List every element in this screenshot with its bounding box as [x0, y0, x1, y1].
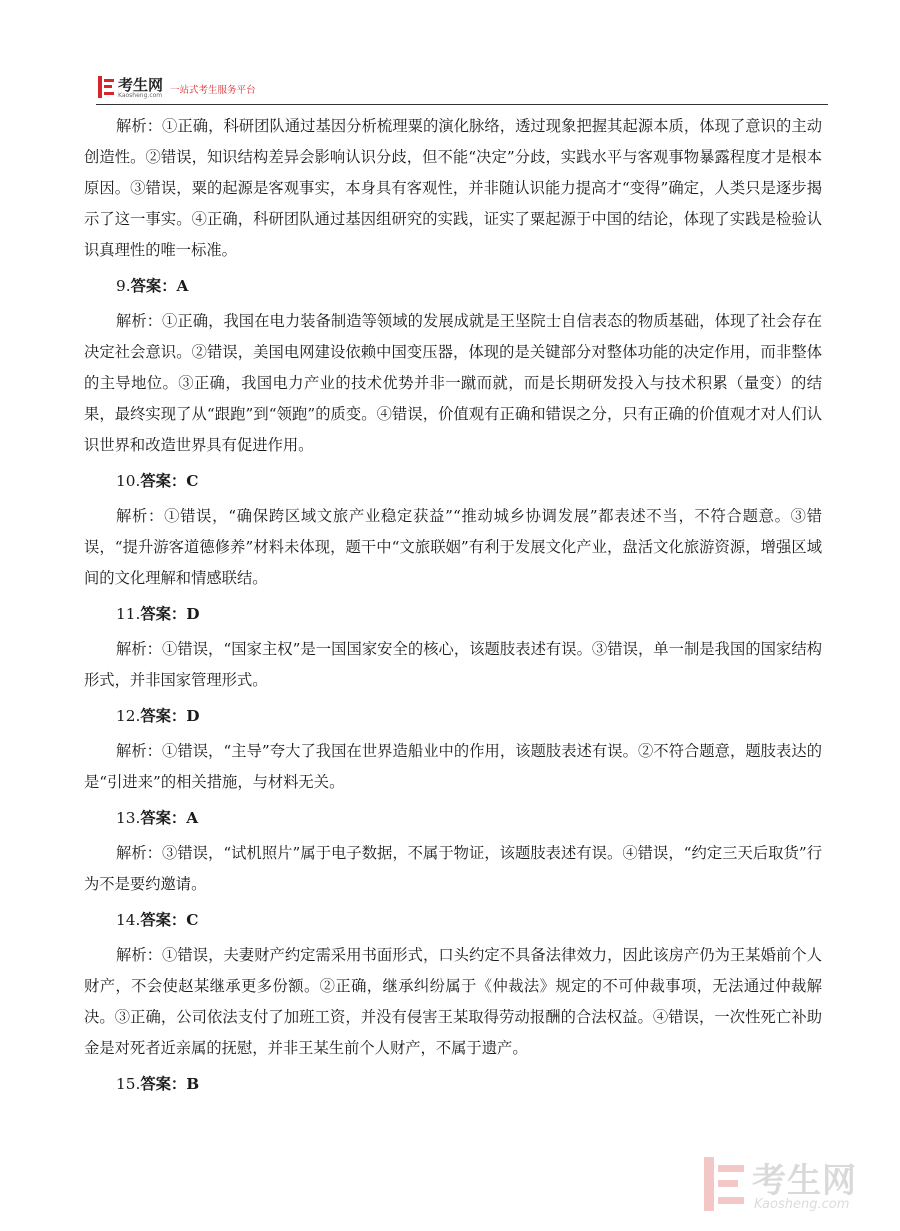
logo-name: 考生网 — [118, 76, 164, 94]
answer-label: 答案： — [140, 707, 187, 725]
answer-value: B — [186, 1075, 200, 1093]
answer-line — [84, 271, 822, 302]
answer-value: C — [186, 911, 199, 929]
explanation-paragraph: 解析：③错误，“试机照片”属于电子数据，不属于物证，该题肢表述有误。④错误，“约定三天后取货”行为不是要约邀请。 — [84, 844, 822, 893]
answer-line — [84, 466, 822, 497]
answer-label: 答案： — [140, 472, 187, 490]
answer-label: 答案： — [140, 1075, 187, 1093]
header-divider — [96, 104, 828, 105]
question-number: 13. — [116, 809, 141, 827]
question-number: 9. — [116, 277, 131, 295]
logo-domain: Kaosheng.com — [118, 92, 163, 99]
kaosheng-logo-icon — [96, 76, 116, 98]
answer-label: 答案： — [140, 809, 187, 827]
watermark-domain: Kaosheng.com — [754, 1197, 850, 1212]
answer-line — [84, 701, 822, 732]
answer-value: D — [186, 605, 200, 623]
answer-line — [84, 599, 822, 630]
answer-value: D — [186, 707, 200, 725]
watermark — [700, 1153, 870, 1217]
answer-line — [84, 905, 822, 936]
question-number: 11. — [116, 605, 141, 623]
answer-line — [84, 1069, 822, 1100]
explanation-paragraph: 解析：①错误，夫妻财产约定需采用书面形式，口头约定不具备法律效力，因此该房产仍为王某婚前个人财产，不会使赵某继承更多份额。②正确，继承纠纷属于《仲裁法》规定的不可仲裁事项，无法通过仲裁解决。③正确，公司依法支付了加班工资，并没有侵害王某取得劳动报酬的合法权益。④错误，一次性死亡补助金是对死者近亲属的抚慰，并非王某生前个人财产，不属于遗产。 — [84, 946, 822, 1057]
header-slogan: 一站式考生服务平台 — [170, 85, 256, 96]
answer-value: A — [176, 277, 189, 295]
watermark-name: 考生网 — [752, 1161, 857, 1201]
answer-value: A — [186, 809, 199, 827]
answer-explanations — [84, 111, 822, 1104]
watermark-logo-icon — [700, 1157, 746, 1211]
answer-label: 答案： — [140, 911, 187, 929]
page-header — [96, 74, 836, 104]
explanation-paragraph: 解析：①错误，“主导”夸大了我国在世界造船业中的作用，该题肢表述有误。②不符合题意，题肢表达的是“引进来”的相关措施，与材料无关。 — [84, 742, 822, 791]
question-number: 14. — [116, 911, 141, 929]
explanation-paragraph: 解析：①错误，“确保跨区域文旅产业稳定获益”“推动城乡协调发展”都表述不当，不符合题意。③错误，“提升游客道德修养”材料未体现，题干中“文旅联姻”有利于发展文化产业，盘活文化旅游资源，增强区域间的文化理解和情感联结。 — [84, 507, 822, 587]
answer-label: 答案： — [130, 277, 177, 295]
explanation-paragraph: 解析：①正确，科研团队通过基因分析梳理粟的演化脉络，透过现象把握其起源本质，体现了意识的主动创造性。②错误，知识结构差异会影响认识分歧，但不能“决定”分歧，实践水平与客观事物暴露程度才是根本原因。③错误，粟的起源是客观事实，本身具有客观性，并非随认识能力提高才“变得”确定，人类只是逐步揭示了这一事实。④正确，科研团队通过基因组研究的实践，证实了粟起源于中国的结论，体现了实践是检验认识真理性的唯一标准。 — [84, 117, 822, 259]
explanation-paragraph: 解析：①正确，我国在电力装备制造等领域的发展成就是王坚院士自信表态的物质基础，体现了社会存在决定社会意识。②错误，美国电网建设依赖中国变压器，体现的是关键部分对整体功能的决定作用，而非整体的主导地位。③正确，我国电力产业的技术优势并非一蹴而就，而是长期研发投入与技术积累（量变）的结果，最终实现了从“跟跑”到“领跑”的质变。④错误，价值观有正确和错误之分，只有正确的价值观才对人们认识世界和改造世界具有促进作用。 — [84, 312, 822, 454]
question-number: 10. — [116, 472, 141, 490]
answer-line — [84, 803, 822, 834]
answer-value: C — [186, 472, 199, 490]
question-number: 12. — [116, 707, 141, 725]
question-number: 15. — [116, 1075, 141, 1093]
answer-label: 答案： — [140, 605, 187, 623]
explanation-paragraph: 解析：①错误，“国家主权”是一国国家安全的核心，该题肢表述有误。③错误，单一制是我国的国家结构形式，并非国家管理形式。 — [84, 640, 822, 689]
